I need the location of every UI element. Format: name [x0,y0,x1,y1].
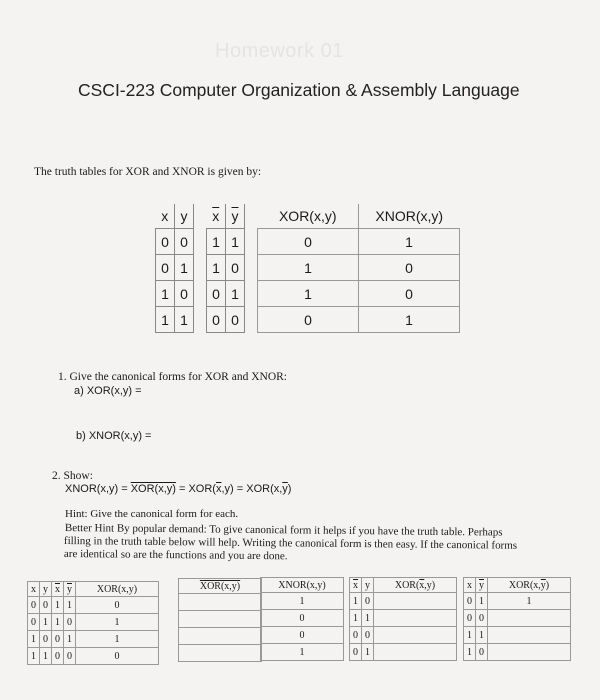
table-row [28,614,159,631]
cell: 1 [64,631,76,648]
cell: 1 [226,281,245,307]
table-row [350,644,457,661]
table-row [261,593,344,610]
cell: 0 [350,627,362,644]
cell: 1 [207,255,226,281]
cell: 1 [359,307,460,333]
header-y-bar: $\overline{y}$ [226,204,245,229]
table-row [179,645,262,662]
cell: 0 [350,644,362,661]
cell [179,594,262,611]
table-row [464,644,571,661]
cell: XOR(x,y) [76,582,159,597]
cell: 1 [52,614,64,631]
cell: XOR(x,y) [179,579,262,594]
cell: 0 [362,627,374,644]
question-2-equation [65,483,291,495]
cell: 1 [175,307,194,333]
cell: 0 [464,610,476,627]
cell: 0 [28,597,40,614]
cell: 1 [175,255,194,281]
hint: Hint: Give the canonical form for each. [65,508,239,520]
cell: 1 [258,255,359,281]
fill-table-2 [178,578,262,662]
cell: 1 [350,610,362,627]
table-row [156,307,460,333]
cell: 1 [362,644,374,661]
truth-table [155,204,460,333]
cell: 1 [362,610,374,627]
cell: 1 [40,614,52,631]
cell: 1 [476,627,488,644]
cell: 1 [28,648,40,665]
cell: 0 [258,307,359,333]
cell: 0 [226,307,245,333]
cell: $\overline{x}$ [52,582,64,597]
cell: 0 [464,593,476,610]
cell-xor-xbar-y: $XOR(\overline{x},y)$ [374,578,457,593]
cell: 1 [464,627,476,644]
table-row [156,255,460,281]
header-xnor: XNOR(x,y) [359,204,460,229]
table-row [261,610,344,627]
cell: y [362,578,374,593]
question-2: 2. Show: [52,470,93,482]
cell: 0 [40,631,52,648]
cell: 1 [64,597,76,614]
cell: 1 [28,631,40,648]
eq-overline: XOR(x,y) [130,483,176,495]
cell-xor-x-ybar: $XOR(x,\overline{y})$ [488,578,571,593]
cell: 0 [175,281,194,307]
cell: $\overline{y}$ [476,578,488,593]
cell: x [28,582,40,597]
cell [179,628,262,645]
cell: 0 [207,281,226,307]
cell: 0 [64,648,76,665]
cell: XNOR(x,y) [261,578,344,593]
cell: 1 [156,307,175,333]
eq-part: ,y) = XOR(x, [221,483,283,495]
table-row [261,627,344,644]
cell: 0 [52,631,64,648]
fill-table-5 [463,577,571,661]
cell: 0 [156,255,175,281]
cell: y [40,582,52,597]
cell: $\overline{x}$ [350,578,362,593]
truth-table-header [156,204,460,229]
table-row [28,597,159,614]
table-row [464,627,571,644]
eq-part: ) [287,483,292,495]
cell: 1 [258,281,359,307]
question-1a: a) XOR(x,y) = [74,385,142,397]
eq-part: = XOR( [175,483,216,495]
table-row [350,627,457,644]
cell: 1 [226,229,245,255]
better-hint-line-1: Better Hint By popular demand: To give canonical form it helps if you have the truth table. Perhaps [64,522,503,539]
cell: 1 [476,593,488,610]
cell: 1 [76,631,159,648]
cell [179,611,262,628]
cell: 1 [488,593,571,610]
cell: 0 [359,255,460,281]
table-row [179,594,262,611]
cell: 0 [40,597,52,614]
cell: 1 [261,593,344,610]
table-row [464,610,571,627]
cell: 0 [76,597,159,614]
cell: 0 [476,644,488,661]
cell: 1 [76,614,159,631]
fill-table-3 [260,577,344,661]
table-row [350,610,457,627]
cell: 1 [464,644,476,661]
cell: 0 [156,229,175,255]
cell: 0 [362,593,374,610]
table-row [350,593,457,610]
cell: 0 [64,614,76,631]
cell: 0 [359,281,460,307]
cell: 1 [156,281,175,307]
cell: 1 [52,597,64,614]
header-y: y [175,204,194,229]
cell: 1 [359,229,460,255]
eq-part: XNOR(x,y) = [65,483,131,495]
better-hint-line-2: filling in the truth table below will help. Writing the canonical form is then easy. If the canonical forms [63,535,518,552]
intro-text: The truth tables for XOR and XNOR is given by: [34,166,262,178]
table-row [179,628,262,645]
eq-y-bar: $\overline{y}$ [282,483,288,495]
cell: 1 [40,648,52,665]
table-row [28,648,159,665]
cell: 0 [52,648,64,665]
fill-table-4 [349,577,457,661]
cell: 0 [258,229,359,255]
eq-x-bar: $\overline{x}$ [215,483,222,495]
cell: 0 [76,648,159,665]
cell: 0 [175,229,194,255]
better-hint-line-3: are identical so are the functions and you are done. [63,548,288,563]
cell: x [464,578,476,593]
header-x-bar: $\overline{x}$ [207,204,226,229]
cell [179,645,262,662]
question-1b: b) XNOR(x,y) = [76,430,152,442]
table-row [261,644,344,661]
cell: 0 [207,307,226,333]
cell: 0 [226,255,245,281]
cell: 0 [261,610,344,627]
cell: 1 [350,593,362,610]
table-row [179,611,262,628]
table-row [464,593,571,610]
header-xor: XOR(x,y) [258,204,359,229]
course-title: CSCI-223 Computer Organization & Assembly Language [78,80,520,100]
cell: 0 [261,627,344,644]
cell: 1 [261,644,344,661]
table-row [156,229,460,255]
cell: 0 [476,610,488,627]
table-row [156,281,460,307]
question-1: 1. Give the canonical forms for XOR and XNOR: [58,371,287,383]
cell: 1 [207,229,226,255]
header-x: x [156,204,175,229]
cell: 0 [28,614,40,631]
fill-table-1 [27,581,159,665]
watermark: Homework 01 [215,40,344,62]
cell: $\overline{y}$ [64,582,76,597]
table-row [28,631,159,648]
